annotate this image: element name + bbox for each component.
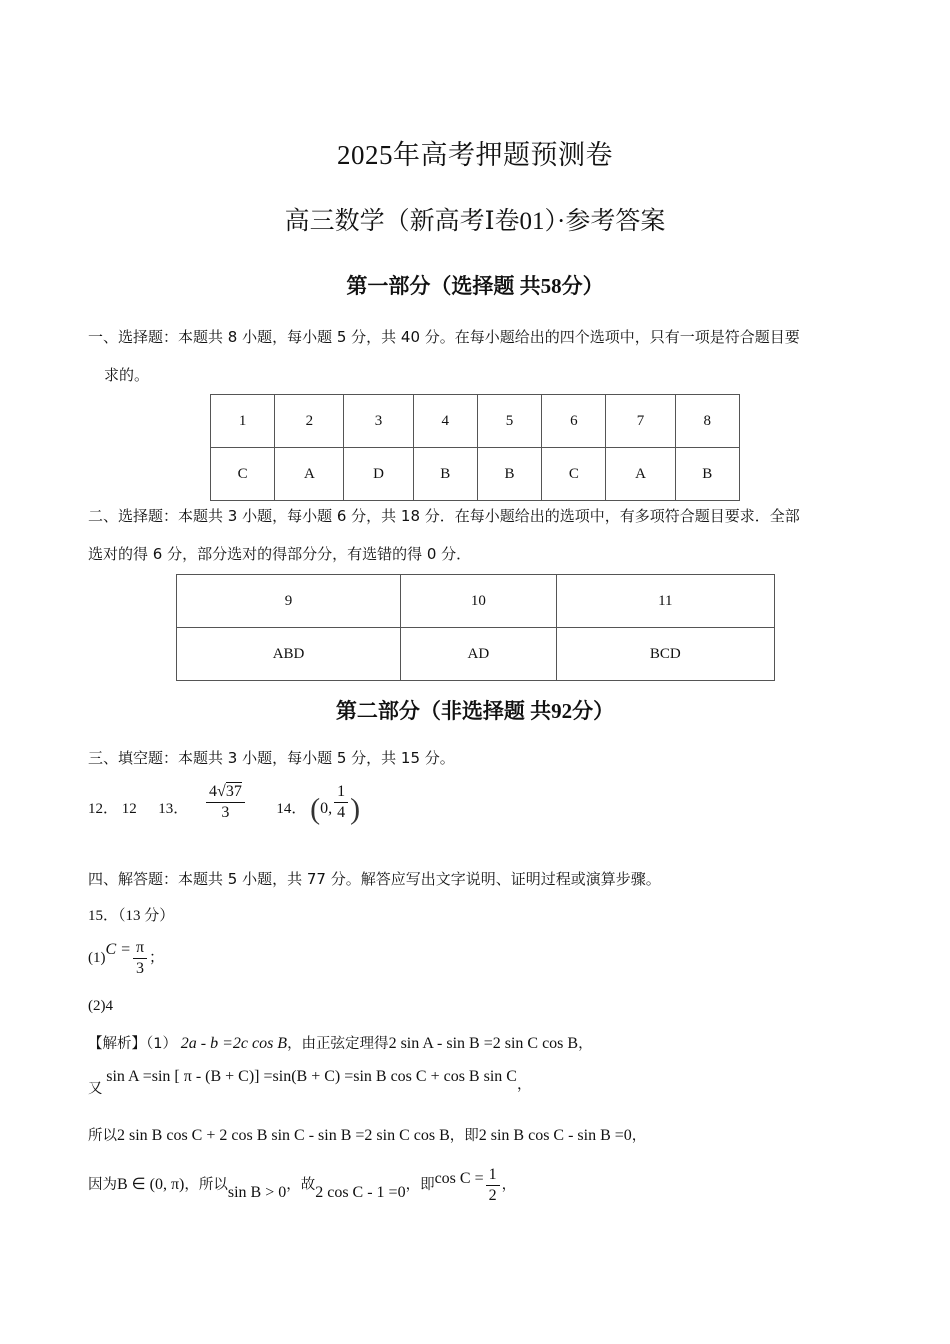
cos-c-fraction (486, 1165, 500, 1206)
table-cell: 10 (401, 575, 557, 628)
table-cell: B (675, 448, 739, 501)
table-cell: AD (401, 628, 557, 681)
analysis-label: 【解析】（1） (88, 1036, 177, 1052)
equation: B ∈ (0, π) (117, 1175, 185, 1193)
analysis-line4 (88, 1165, 516, 1206)
equation: 2 sin B cos C - sin B =0 (478, 1127, 632, 1144)
punctuation: ， (631, 1128, 647, 1144)
sqrt-icon: √ (217, 783, 226, 800)
q15-part1-end: ； (149, 949, 165, 966)
q14-num: 1 (337, 783, 346, 800)
table-cell: 7 (606, 395, 675, 448)
analysis-text: ，故 (286, 1176, 316, 1193)
part2-title: 第二部分（非选择题 共92分） (335, 699, 615, 723)
table-cell: 11 (556, 575, 774, 628)
section1-instructions (88, 318, 868, 394)
table-row-answers (177, 628, 775, 681)
q15-part1-fraction (133, 938, 147, 979)
table-cell: BCD (556, 628, 774, 681)
table-cell: 2 (275, 395, 344, 448)
q12-answer: 12 (121, 801, 137, 817)
analysis-text: 因为 (88, 1176, 117, 1193)
table-cell: 9 (177, 575, 401, 628)
equation: cos C = (434, 1169, 484, 1187)
punctuation: ， (578, 1036, 593, 1052)
analysis-text: ，即 (405, 1176, 435, 1193)
table-cell: 3 (344, 395, 413, 448)
equation: sin A =sin [ π - (B + C)] =sin(B + C) =sin B cos C + cos B sin C (106, 1068, 517, 1085)
table-cell: D (344, 448, 413, 501)
q14-left: 0, (320, 800, 333, 817)
table-cell: 1 (211, 395, 275, 448)
document-title: 2025年高考押题预测卷 (337, 140, 613, 170)
equation: 2 sin A - sin B =2 sin C cos B (388, 1035, 579, 1052)
table-row-answers (211, 448, 740, 501)
fill-in-answers (88, 782, 360, 827)
section2-text-line2: 选对的得 6 分，部分选对的得部分分，有选错的得 0 分． (88, 545, 472, 563)
table-cell: C (542, 448, 606, 501)
fraction-den: 2 (486, 1185, 500, 1206)
table-row-questions (211, 395, 740, 448)
q13-label: 13． (158, 801, 189, 817)
q13-num-radicand: 37 (225, 783, 242, 800)
right-paren-icon: ) (350, 792, 361, 826)
q12-label: 12． (88, 801, 119, 817)
section1-text-line1: 一、选择题：本题共 8 小题，每小题 5 分，共 40 分。在每小题给出的四个选项中，只有一项是符合题目要 (88, 328, 800, 346)
section1-text-line2: 求的。 (104, 366, 150, 384)
table-row-questions (177, 575, 775, 628)
equation: 2 cos C - 1 =0 (315, 1183, 406, 1201)
q13-num-coef: 4 (209, 783, 218, 800)
analysis-text: 所以 (88, 1128, 117, 1144)
section1-answer-table (210, 394, 740, 501)
analysis-line1 (88, 1032, 593, 1053)
equation: 2a - b =2c cos B (180, 1035, 288, 1052)
table-cell: 6 (542, 395, 606, 448)
analysis-text: ，所以 (184, 1176, 228, 1193)
document-subtitle: 高三数学（新高考Ⅰ卷01）·参考答案 (284, 208, 666, 235)
table-cell: B (477, 448, 541, 501)
table-cell: A (606, 448, 675, 501)
q13-den: 3 (206, 802, 245, 823)
table-cell: 8 (675, 395, 739, 448)
table-cell: B (413, 448, 477, 501)
q14-den: 4 (334, 802, 348, 823)
equation: 2 sin B cos C + 2 cos B sin C - sin B =2 sin C cos B (117, 1127, 450, 1144)
fraction-num: 1 (488, 1166, 497, 1183)
q15-part1-answer (88, 938, 164, 979)
analysis-text: ，由正弦定理得 (287, 1036, 389, 1052)
section2-answer-table (176, 574, 775, 681)
q15-part2-answer: (2)4 (88, 998, 113, 1014)
table-cell: C (211, 448, 275, 501)
q14-label: 14． (276, 801, 307, 817)
section4-instructions: 四、解答题：本题共 5 小题，共 77 分。解答应写出文字说明、证明过程或演算步骤。 (88, 870, 661, 888)
section2-instructions (88, 497, 868, 573)
table-cell: ABD (177, 628, 401, 681)
table-cell: A (275, 448, 344, 501)
q14-fraction (334, 782, 348, 823)
equation: sin B > 0 (227, 1183, 287, 1201)
analysis-line3 (88, 1124, 646, 1145)
table-cell: 4 (413, 395, 477, 448)
section3-instructions: 三、填空题：本题共 3 小题，每小题 5 分，共 15 分。 (88, 749, 455, 767)
part1-title: 第一部分（选择题 共58分） (346, 274, 604, 298)
q13-answer-fraction (206, 782, 245, 823)
analysis-text: ，即 (449, 1128, 479, 1144)
table-cell: 5 (477, 395, 541, 448)
q15-header: 15．（13 分） (88, 908, 175, 924)
punctuation: ， (516, 1077, 532, 1093)
q15-part1-den: 3 (133, 958, 147, 979)
section2-text-line1: 二、选择题：本题共 3 小题，每小题 6 分，共 18 分．在每小题给出的选项中，有多项符合题目要求．全部 (88, 507, 800, 525)
q15-part1-label: (1) (88, 949, 106, 966)
q15-part1-num: π (135, 939, 145, 956)
q15-part1-lhs: C = (105, 940, 131, 958)
left-paren-icon: ( (310, 792, 321, 826)
punctuation: ， (501, 1176, 517, 1193)
analysis-line2 (88, 1068, 531, 1098)
analysis-text: 又 (88, 1081, 103, 1097)
